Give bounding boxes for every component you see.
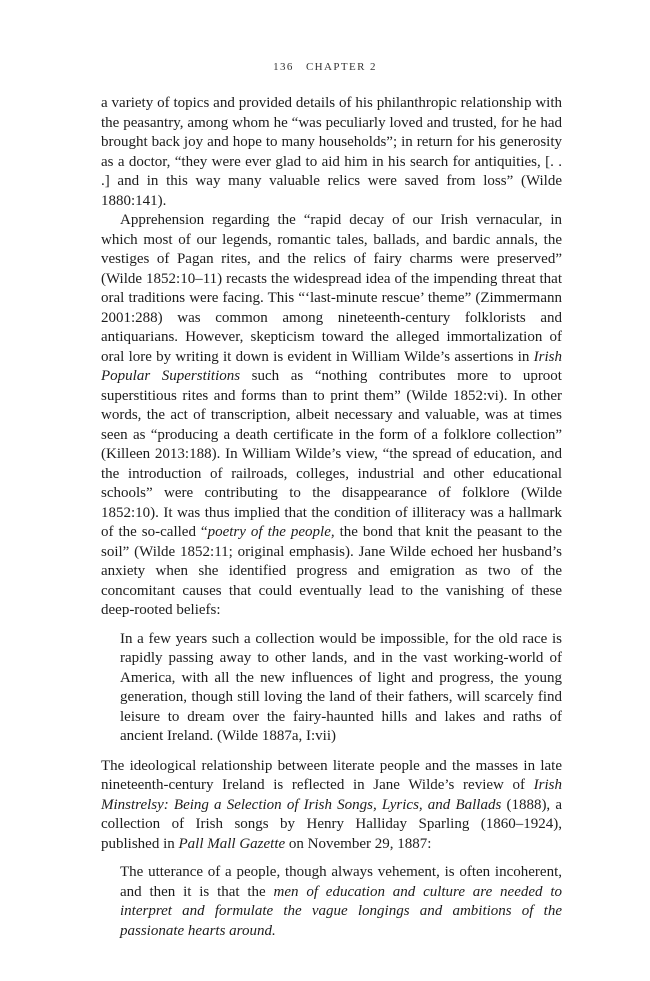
periodical-title-pall-mall-gazette: Pall Mall Gazette [178, 835, 286, 852]
text-block [101, 94, 562, 941]
emphasis-poetry-of-the-people: poetry of the people, [207, 524, 335, 540]
paragraph-3-text-c: on November 29, 1887: [285, 835, 432, 852]
paragraph-3-text-b: (1888), a collection of Irish songs by Henry Halliday Sparling (1860–1924), published in [101, 796, 562, 852]
block-quote-2 [120, 863, 562, 941]
book-title-irish-minstrelsy: Irish Minstrelsy: Being a Selection of Irish Songs, Lyrics, and Ballads [101, 777, 562, 813]
page-number: 136 [273, 61, 294, 73]
block-quote-1: In a few years such a collection would be impossible, for the old race is rapidly passing away to other lands, and in the vast working-world of America, with all the new influences of light and progress, the young generation, though still loving the land of their fathers, will scarcely find leisure to dream over the fairy-haunted hills and lakes and raths of ancient Ireland. (Wilde 1887a, I:vii) [120, 630, 562, 744]
block-quote-2-emphasis: men of education and culture are needed to interpret and formulate the vague longings and ambitions of the passionate hearts around. [120, 883, 563, 939]
paragraph-2 [101, 211, 562, 621]
chapter-label: CHAPTER 2 [305, 61, 377, 73]
block-quote-2-text: The utterance of a people, though always vehement, is often incoherent, and then it is that the [120, 864, 562, 900]
book-title-irish-popular-superstitions: Irish Popular Superstitions [101, 348, 562, 384]
paragraph-3-text-a: The ideological relationship between literate people and the masses in late nineteenth-century Ireland is reflected in Jane Wilde’s review of [101, 757, 562, 793]
paragraph-3 [101, 757, 562, 855]
paragraph-2-text-b: such as “nothing contributes more to uproot superstitious rites and forms than to print them” (Wilde 1852:vi). In other words, the act of transcription, albeit necessary and valuable, was at times seen as “producing a death certificate in the form of a folklore collection” (Killeen 2013:188). In William Wilde’s view, “the spread of education, and the introduction of railroads, colleges, industrial and other educational schools” were contributing to the disappearance of folklore (Wilde 1852:10). It was thus implied that the condition of illiteracy was a hallmark of the so-called “ [101, 368, 562, 540]
paragraph-1: a variety of topics and provided details of his philanthropic relationship with the peasantry, among whom he “was peculiarly loved and trusted, for he had brought back joy and hope to many households”; in return for his generosity as a doctor, “they were ever glad to aid him in his search for antiquities, [. . .] and in this way many valuable relics were saved from loss” (Wilde 1880:141). [101, 95, 562, 209]
running-head [0, 61, 650, 73]
paragraph-2-text-c: the bond that knit the peasant to the soil” (Wilde 1852:11; original emphasis). Jane Wilde echoed her husband’s anxiety when she identified progress and emigration as two of the concomitant causes that could eventually lead to the vanishing of these deep-rooted beliefs: [101, 524, 563, 618]
paragraph-2-text-a: Apprehension regarding the “rapid decay of our Irish vernacular, in which most of our legends, romantic tales, ballads, and bardic annals, the vestiges of Pagan rites, and the relics of fairy charms were preserved” (Wilde 1852:10–11) recasts the widespread idea of the impending threat that oral traditions were facing. This “‘last-minute rescue’ theme” (Zimmermann 2001:288) was common among nineteenth-century folklorists and antiquarians. However, skepticism toward the alleged immortalization of oral lore by writing it down is evident in William Wilde’s assertions in [101, 212, 562, 365]
